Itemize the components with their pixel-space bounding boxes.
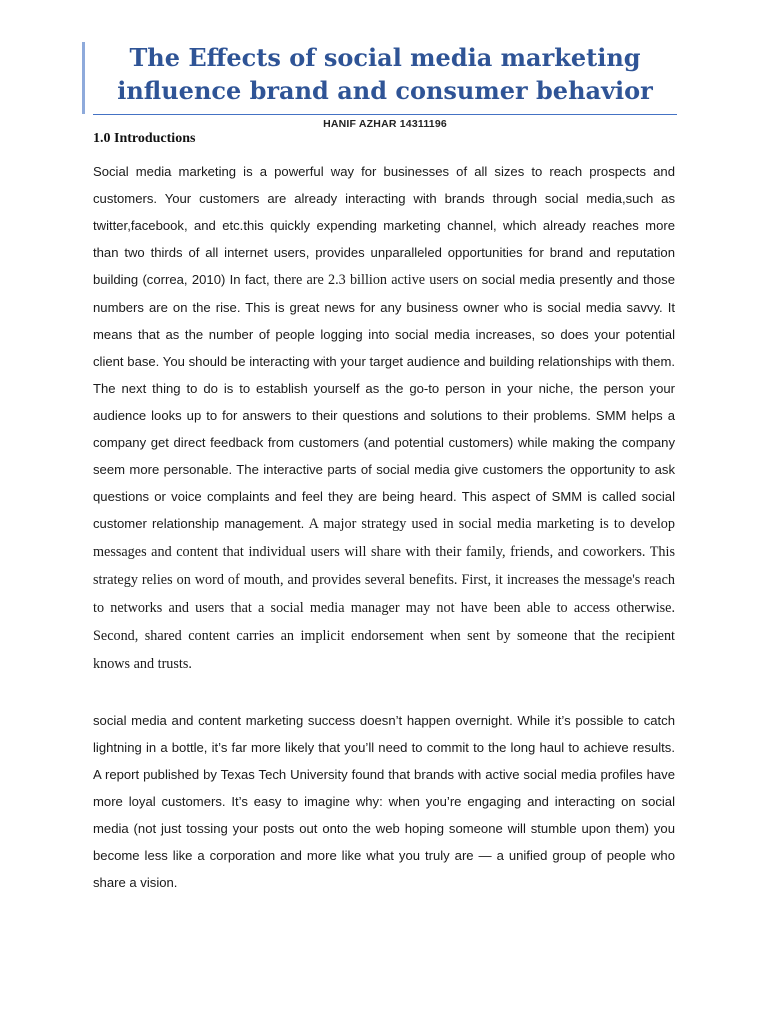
document-title-line-2: influence brand and consumer behavior [117, 76, 653, 105]
section-heading: 1.0 Introductions [93, 131, 196, 146]
paragraph-1-text-c: on social media presently and those numbers are on the rise. This is great news for any business owner who is social media savvy. It means that as the number of people logging into social media increases, so does your potential client base. You should be interacting with your target audience and building relationships with them. The next thing to do is to establish yourself as the go-to person in your niche, the person your audience looks up to for answers to their questions and solutions to their problems. SMM helps a company get direct feedback from customers (and potential customers) while making the company seem more personable. The interactive parts of social media give customers the opportunity to ask questions or voice complaints and feel they are being heard. This aspect of SMM is called social customer relationship management. [93, 272, 675, 531]
title-block [82, 42, 680, 114]
title-divider [93, 114, 677, 115]
paragraph-1-text-a: Social media marketing is a powerful way for businesses of all sizes to reach prospects and customers. Your customers are already interacting with brands through social media,such as twitter,facebook, and etc.this quickly expending marketing channel, which already reaches more than two thirds of all internet users, provides unparalleled opportunities for brand and reputation building (correa, 2010) In fact, [93, 164, 675, 287]
body-paragraph-2: social media and content marketing success doesn’t happen overnight. While it’s possible to catch lightning in a bottle, it’s far more likely that you’ll need to commit to the long haul to achieve results. A report published by Texas Tech University found that brands with active social media profiles have more loyal customers. It’s easy to imagine why: when you’re engaging and interacting on social media (not just tossing your posts out onto the web hoping someone will stumble upon them) you become less like a corporation and more like what you truly are — a unified group of people who share a vision. [93, 713, 675, 890]
body-paragraph-1 [93, 158, 675, 678]
paragraph-1-text-b: there are 2.3 billion active users [273, 272, 459, 288]
author-line: HANIF AZHAR 14311196 [323, 118, 447, 130]
document-title-line-1: The Effects of social media marketing [129, 43, 641, 72]
paragraph-1-text-d: A major strategy used in social media marketing is to develop messages and content that individual users will share with their family, friends, and coworkers. This strategy relies on word of mouth, and provides several benefits. First, it increases the message's reach to networks and users that a social media manager may not have been able to access otherwise. Second, shared content carries an implicit endorsement when sent by someone that the recipient knows and trusts. [93, 516, 675, 672]
